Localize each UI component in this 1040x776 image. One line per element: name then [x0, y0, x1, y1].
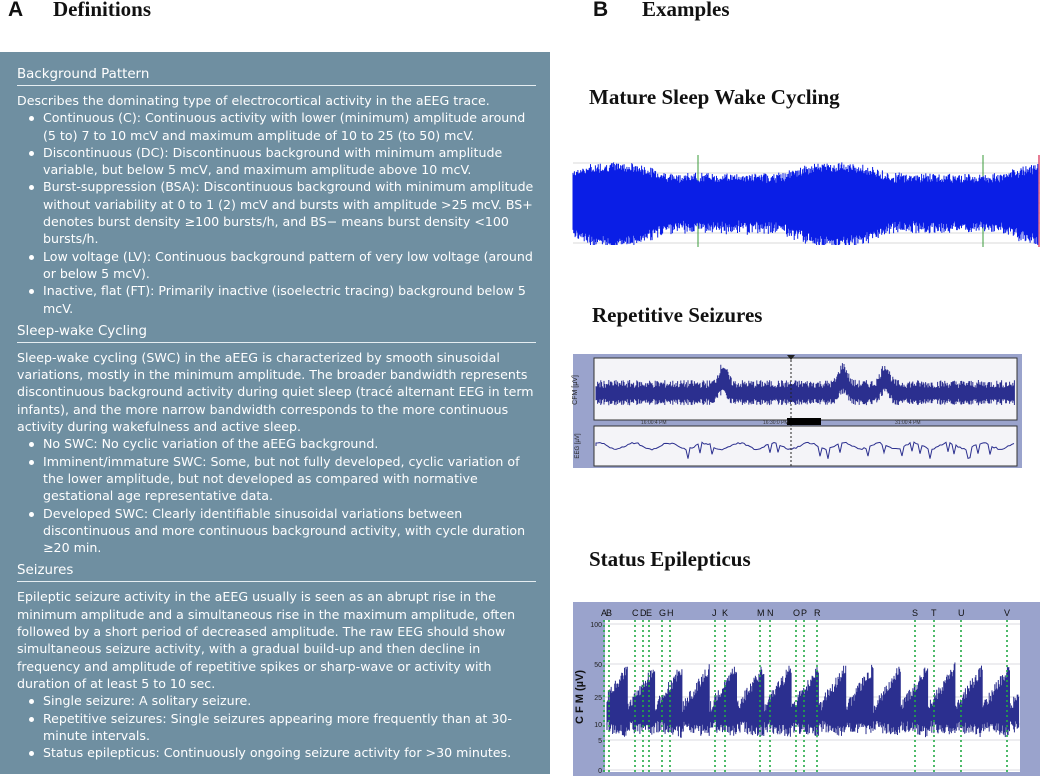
section-background-pattern — [17, 66, 536, 317]
marker-label-E: E — [646, 608, 653, 618]
list-item: Burst-suppression (BSA): Discontinuous background with minimum amplitude without variability at 0 to 1 (2) mcV and bursts with amplitude >25 mcV. BS+ denotes burst density ≥100 bursts/h, and BS− means burst density <100 bursts/h. — [43, 178, 536, 247]
list-item: Repetitive seizures: Single seizures appearing more frequently than at 30-minute intervals. — [43, 710, 536, 745]
definition-list — [17, 109, 536, 317]
panel-b-title: Examples — [642, 0, 730, 21]
section-sleep-wake-cycling — [17, 323, 536, 557]
status-epilepticus-figure — [573, 602, 1040, 776]
list-item: Discontinuous (DC): Discontinuous background with minimum amplitude variable, but below 5 mcV, and maximum amplitude above 10 mcV. — [43, 144, 536, 179]
marker-label-A: A — [601, 608, 608, 618]
y-tick-label: 0 — [598, 768, 602, 775]
marker-label-N: N — [767, 608, 774, 618]
section-intro: Sleep-wake cycling (SWC) in the aEEG is characterized by smooth sinusoidal variations, mostly in the minimum amplitude. The broader bandwidth represents discontinuous background activity during quiet sleep (tracé alternant EEG in term infants), and the more narrow bandwidth corresponds to the more continuous activity during wakefulness and active sleep. — [17, 349, 534, 435]
section-intro: Epileptic seizure activity in the aEEG usually is seen as an abrupt rise in the minimum amplitude and a simultaneous rise in the maximum amplitude, often followed by a short period of decreased amplitude. The raw EEG should show simultaneous seizure activity, with a gradual build-up and then decline in frequency and amplitude of repetitive spikes or sharp-wave or activity with duration of at least 5 to 10 sec. — [17, 589, 516, 691]
list-item: Low voltage (LV): Continuous background pattern of very low voltage (around or below 5 mcV). — [43, 248, 536, 283]
time-label: 31:00:4 PM — [895, 420, 921, 426]
marker-label-B: B — [606, 608, 613, 618]
y-tick-label: 5 — [598, 738, 602, 745]
definitions-box — [0, 52, 550, 774]
list-item: Inactive, flat (FT): Primarily inactive (isoelectric tracing) background below 5 mcV. — [43, 282, 536, 317]
y-tick-label: 25 — [594, 695, 602, 702]
list-item: Developed SWC: Clearly identifiable sinusoidal variations between discontinuous and more continuous background activity, with cycle duration ≥20 min. — [43, 505, 536, 557]
marker-label-D: D — [640, 608, 647, 618]
definition-list — [17, 692, 536, 761]
status-y-axis-label: C F M (µV) — [574, 670, 586, 724]
swc-example-title: Mature Sleep Wake Cycling — [589, 85, 840, 109]
marker-label-U: U — [958, 608, 965, 618]
time-label: 16:30:0 PM — [763, 420, 789, 426]
marker-label-M: M — [757, 608, 765, 618]
list-item: Continuous (C): Continuous activity with lower (minimum) amplitude around (5 to) 7 to 10 mcV and maximum amplitude of 10 to 25 (to 50) mcV. — [43, 109, 536, 144]
swc-trace-figure — [573, 155, 1040, 247]
repetitive-seizure-figure — [573, 354, 1022, 468]
eeg-axis-label: EEG [µV] — [575, 433, 581, 459]
repetitive-example-title: Repetitive Seizures — [592, 303, 763, 327]
section-heading: Seizures — [17, 562, 536, 582]
section-seizures — [17, 562, 536, 761]
section-heading: Sleep-wake Cycling — [17, 323, 536, 343]
panel-a-title: Definitions — [53, 0, 152, 21]
marker-label-J: J — [712, 608, 717, 618]
panel-b-letter: B — [593, 0, 609, 21]
section-heading: Background Pattern — [17, 66, 536, 86]
marker-label-S: S — [912, 608, 919, 618]
marker-label-P: P — [801, 608, 808, 618]
list-item: Imminent/immature SWC: Some, but not fully developed, cyclic variation of the lower amplitude, but not developed as compared with normative gestational age representative data. — [43, 453, 536, 505]
definition-list — [17, 435, 536, 556]
list-item: Single seizure: A solitary seizure. — [43, 692, 536, 709]
marker-label-K: K — [722, 608, 729, 618]
status-example-title: Status Epilepticus — [589, 547, 751, 571]
marker-label-T: T — [931, 608, 937, 618]
marker-label-O: O — [793, 608, 801, 618]
section-intro: Describes the dominating type of electrocortical activity in the aEEG trace. — [17, 93, 490, 108]
list-item: No SWC: No cyclic variation of the aEEG background. — [43, 435, 536, 452]
y-tick-label: 100 — [590, 622, 602, 629]
list-item: Status epilepticus: Continuously ongoing seizure activity for >30 minutes. — [43, 744, 536, 761]
marker-label-H: H — [667, 608, 674, 618]
time-label: 16:00:4 PM — [641, 420, 667, 426]
marker-label-R: R — [814, 608, 821, 618]
marker-label-C: C — [632, 608, 639, 618]
y-tick-label: 50 — [594, 662, 602, 669]
panel-a-letter: A — [8, 0, 24, 21]
cfm-axis-label: CFM [µV] — [572, 375, 579, 405]
y-tick-label: 10 — [594, 722, 602, 729]
marker-label-G: G — [659, 608, 667, 618]
marker-label-V: V — [1004, 608, 1011, 618]
